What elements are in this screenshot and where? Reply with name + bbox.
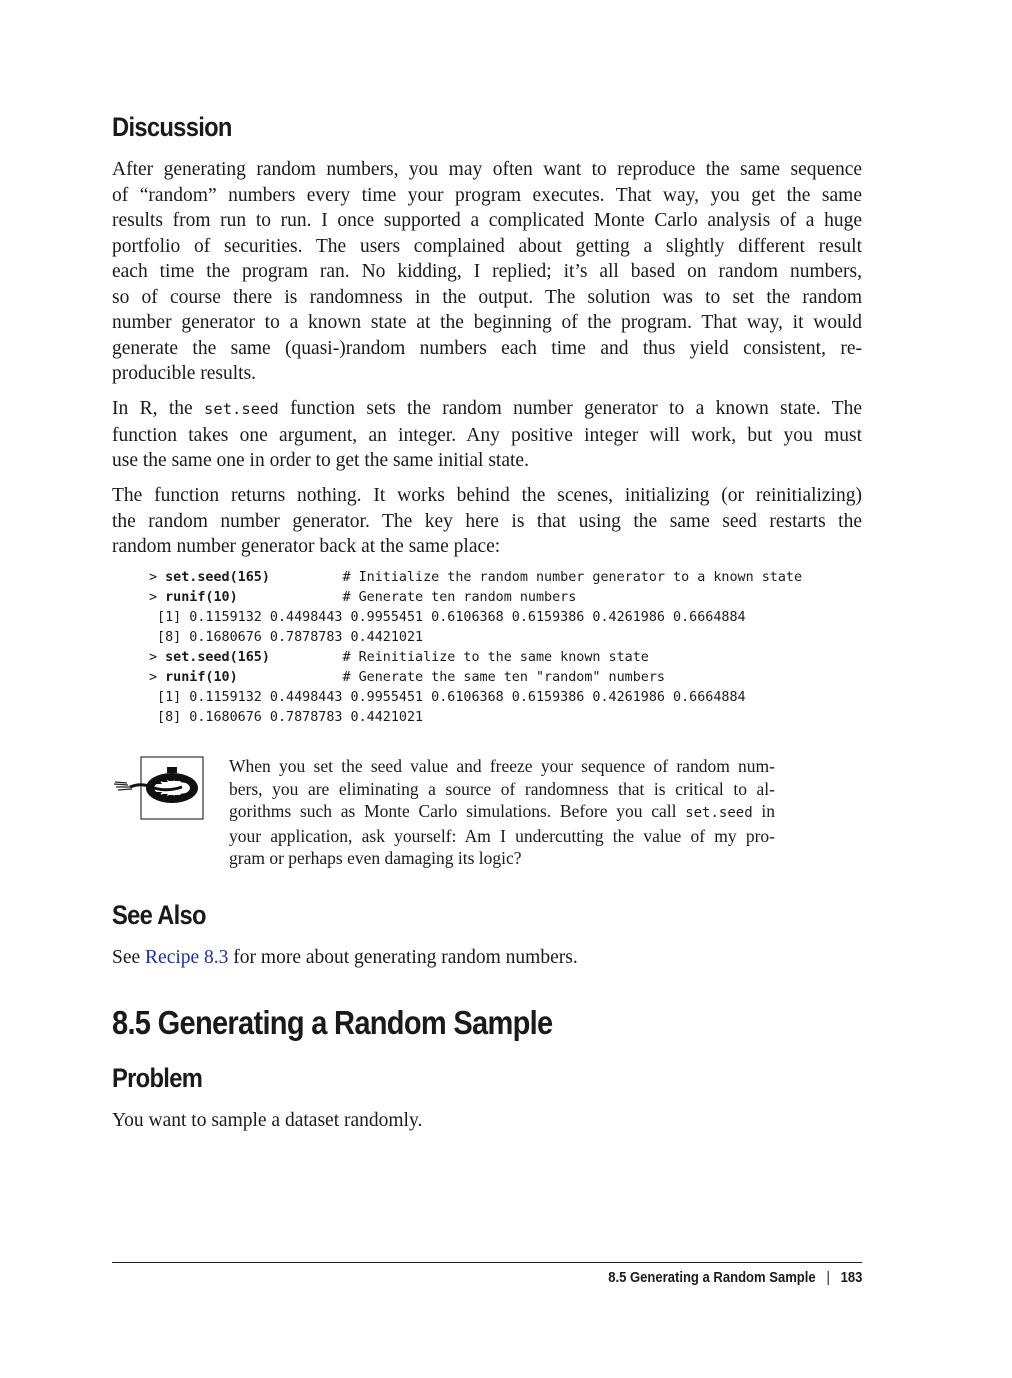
code-output: [1] 0.1159132 0.4498443 0.9955451 0.6106368 0.6159386 0.4261986 0.6664884 <box>149 690 746 705</box>
code-prompt: > <box>149 590 166 605</box>
text-fragment: in <box>752 801 775 822</box>
inline-code: set.seed <box>685 805 753 822</box>
code-output: [1] 0.1159132 0.4498443 0.9955451 0.6106368 0.6159386 0.4261986 0.6664884 <box>149 610 746 625</box>
text-line: results from run to run. I once supported a complicated Monte Carlo analysis of a huge <box>112 210 862 231</box>
problem-heading: Problem <box>112 1063 203 1093</box>
note-line: gram or perhaps even damaging its logic? <box>229 848 522 869</box>
text-fragment: In R, the <box>112 398 205 419</box>
footer-section-title: 8.5 Generating a Random Sample <box>607 1270 816 1286</box>
text-line: portfolio of securities. The users complained about getting a slightly different result <box>112 235 862 257</box>
text-line: function takes one argument, an integer. Any positive integer will work, but you must <box>112 424 862 446</box>
code-prompt: > <box>149 670 166 685</box>
text-fragment: See <box>112 947 146 968</box>
text-line: of “random” numbers every time your program executes. That way, you get the same <box>112 184 862 206</box>
code-comment: # Generate the same ten "random" numbers <box>237 670 665 685</box>
section-title: 8.5 Generating a Random Sample <box>112 1004 553 1041</box>
text-fragment: for more about generating random numbers. <box>228 947 578 968</box>
page-footer <box>608 1270 862 1286</box>
footer-separator: | <box>826 1270 830 1286</box>
code-command: set.seed(165) <box>165 570 270 585</box>
see-also-heading: See Also <box>112 900 206 930</box>
code-comment: # Initialize the random number generator to a known state <box>269 570 803 585</box>
problem-text: You want to sample a dataset randomly. <box>112 1110 423 1131</box>
code-prompt: > <box>149 570 166 585</box>
discussion-heading: Discussion <box>112 112 232 142</box>
code-command: runif(10) <box>165 670 238 685</box>
code-command: set.seed(165) <box>165 650 270 665</box>
text-line: use the same one in order to get the same initial state. <box>112 450 529 471</box>
code-command: runif(10) <box>165 590 238 605</box>
text-line: The function returns nothing. It works behind the scenes, initializing (or reinitializing) <box>112 485 862 506</box>
code-output: [8] 0.1680676 0.7878783 0.4421021 <box>149 630 424 645</box>
text-line: the random number generator. The key here is that using the same seed restarts the <box>112 510 862 532</box>
note-line <box>229 800 775 825</box>
see-also-text <box>112 945 862 971</box>
warning-note <box>229 755 775 870</box>
code-prompt: > <box>149 650 166 665</box>
note-line: bers, you are eliminating a source of randomness that is critical to al- <box>229 778 775 799</box>
code-comment: # Reinitialize to the same known state <box>269 650 649 665</box>
text-line: so of course there is randomness in the output. The solution was to set the random <box>112 286 862 308</box>
note-line: your application, ask yourself: Am I undercutting the value of my pro- <box>229 825 775 846</box>
text-line: producible results. <box>112 363 257 384</box>
text-line: each time the program ran. No kidding, I replied; it’s all based on random numbers, <box>112 261 862 282</box>
text-line: generate the same (quasi-)random numbers each time and thus yield consistent, re- <box>112 337 862 359</box>
text-fragment: gorithms such as Monte Carlo simulations. Before you call <box>229 801 686 822</box>
warning-trap-icon <box>112 756 204 820</box>
code-comment: # Generate ten random numbers <box>237 590 577 605</box>
text-line <box>112 396 862 423</box>
page-number: 183 <box>840 1270 862 1286</box>
discussion-paragraph-1 <box>112 157 862 387</box>
text-line: After generating random numbers, you may often want to reproduce the same sequence <box>112 159 862 180</box>
footer-divider <box>112 1262 862 1263</box>
code-output: [8] 0.1680676 0.7878783 0.4421021 <box>149 710 424 725</box>
discussion-paragraph-2 <box>112 396 862 474</box>
text-line: random number generator back at the same place: <box>112 536 501 557</box>
code-example <box>149 568 802 728</box>
text-line: number generator to a known state at the beginning of the program. That way, it would <box>112 312 862 333</box>
text-fragment: function sets the random number generator to a known state. The <box>278 398 862 419</box>
discussion-paragraph-3 <box>112 483 862 560</box>
note-line: When you set the seed value and freeze your sequence of random num- <box>229 756 775 776</box>
inline-code: set.seed <box>204 400 279 418</box>
recipe-link[interactable]: Recipe 8.3 <box>145 947 229 968</box>
